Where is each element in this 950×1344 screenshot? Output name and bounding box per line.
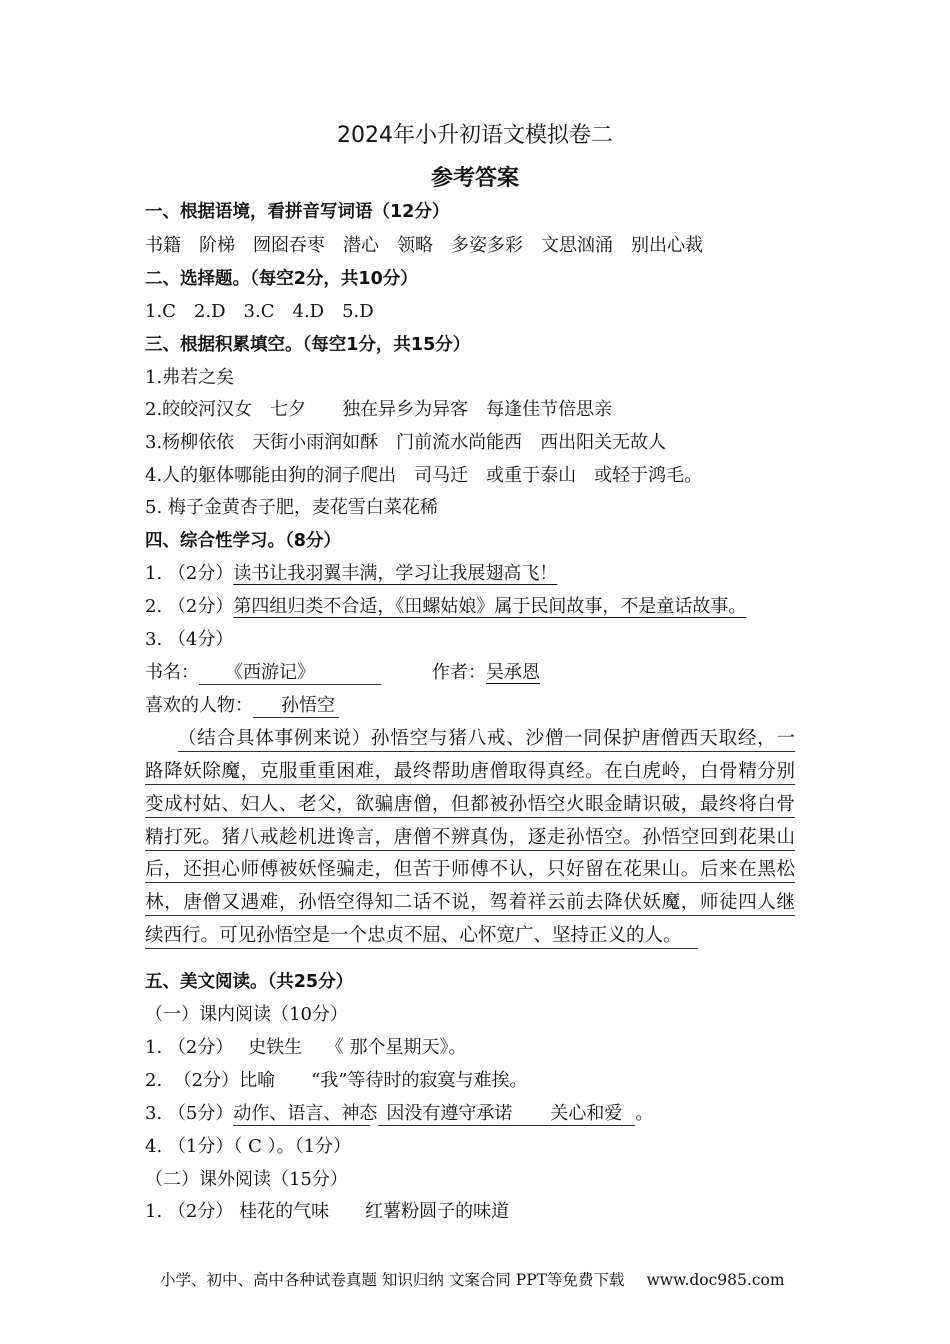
character-value: 孙悟空 bbox=[281, 695, 335, 716]
a3-blank-1 bbox=[233, 1103, 378, 1126]
book-blank bbox=[199, 662, 381, 685]
book-row bbox=[145, 661, 381, 685]
character-label: 喜欢的人物： bbox=[145, 695, 253, 716]
q1-answer: 读书让我羽翼丰满，学习让我展翅高飞！ bbox=[233, 563, 558, 584]
q1-prefix: 1. （2分） bbox=[145, 563, 234, 584]
section-5-sub2: （二）课外阅读（15分） bbox=[145, 1169, 348, 1190]
section-3-item: 2.皎皎河汉女 七夕 独在异乡为异客 每逢佳节倍思亲 bbox=[145, 399, 613, 420]
doc-title: 2024年小升初语文模拟卷二 bbox=[337, 123, 613, 148]
section-5-sub1: （一）课内阅读（10分） bbox=[145, 1004, 348, 1025]
section-3-item: 5. 梅子金黄杏子肥，麦花雪白菜花稀 bbox=[145, 497, 438, 518]
section-2-answer: 1.C 2.D 3.C 4.D 5.D bbox=[145, 301, 374, 322]
character-blank bbox=[253, 695, 339, 718]
essay-line: 林，唐僧又遇难，孙悟空得知二话不说，驾着祥云前去降伏妖魔，师徒四人继 bbox=[145, 891, 795, 916]
a3-prefix: 3. （5分） bbox=[145, 1103, 234, 1124]
a3-end: 。 bbox=[635, 1103, 654, 1124]
character-row bbox=[145, 694, 339, 718]
essay-line: 续西行。可见孙悟空是一个忠贞不屈、心怀宽广、坚持正义的人。 bbox=[145, 924, 698, 949]
essay-line: 变成村姑、妇人、老父，欲骗唐僧，但都被孙悟空火眼金睛识破，最终将白骨 bbox=[145, 793, 795, 818]
section-3-heading: 三、根据积累填空。（每空1分，共15分） bbox=[145, 335, 471, 355]
essay-line: 路降妖除魔，克服重重困难，最终帮助唐僧取得真经。在白虎岭，白骨精分别 bbox=[145, 760, 795, 785]
author-value: 吴承恩 bbox=[486, 662, 540, 683]
author-label: 作者： bbox=[432, 662, 486, 683]
section-5-a4: 4. （1分）（ C ）。（1分） bbox=[145, 1136, 352, 1157]
section-2-heading: 二、选择题。（每空2分，共10分） bbox=[145, 269, 418, 289]
a3-answer-2: 因没有遵守承诺 bbox=[386, 1103, 513, 1124]
section-5-a2: 2. （2分）比喻 “我”等待时的寂寞与难挨。 bbox=[145, 1070, 528, 1091]
q2-prefix: 2. （2分） bbox=[145, 596, 234, 617]
section-3-item: 1.弗若之矣 bbox=[145, 367, 235, 388]
footer-text: 小学、初中、高中各种试卷真题 知识归纳 文案合同 PPT等免费下载 bbox=[160, 1271, 625, 1289]
section-4-q2 bbox=[145, 595, 746, 619]
footer bbox=[160, 1268, 785, 1290]
section-4-q3: 3. （4分） bbox=[145, 629, 234, 650]
a3-answer-1: 动作、语言、神态 bbox=[233, 1103, 378, 1124]
section-3-item: 3.杨柳依依 天街小雨润如酥 门前流水尚能西 西出阳关无故人 bbox=[145, 432, 667, 453]
footer-url[interactable]: www.doc985.com bbox=[646, 1271, 785, 1289]
section-3-item: 4.人的躯体哪能由狗的洞子爬出 司马迁 或重于泰山 或轻于鸿毛。 bbox=[145, 465, 703, 486]
section-1-heading: 一、根据语境，看拼音写词语（12分） bbox=[145, 202, 450, 222]
section-5-a3 bbox=[145, 1102, 653, 1126]
section-5-a1: 1. （2分） 史铁生 《 那个星期天》。 bbox=[145, 1037, 467, 1058]
doc-subtitle: 参考答案 bbox=[430, 166, 519, 191]
section-5-b1: 1. （2分） 桂花的气味 红薯粉圆子的味道 bbox=[145, 1201, 510, 1222]
section-4-heading: 四、综合性学习。（8分） bbox=[145, 531, 341, 551]
section-4-q1 bbox=[145, 562, 557, 586]
a3-answer-3: 关心和爱 bbox=[550, 1103, 623, 1124]
section-1-answer: 书籍 阶梯 囫囵吞枣 潜心 领略 多姿多彩 文思汹涌 别出心裁 bbox=[145, 235, 703, 256]
essay-line: （结合具体事例来说）孙悟空与猪八戒、沙僧一同保护唐僧西天取经，一 bbox=[178, 727, 795, 752]
book-value: 《西游记》 bbox=[225, 662, 315, 683]
q2-answer: 第四组归类不合适，《田螺姑娘》属于民间故事，不是童话故事。 bbox=[233, 596, 747, 617]
author-row bbox=[432, 661, 540, 685]
book-label: 书名： bbox=[145, 662, 199, 683]
a3-blank-2 bbox=[378, 1103, 635, 1126]
essay-line: 精打死。猪八戒趁机进谗言，唐僧不辨真伪，逐走孙悟空。孙悟空回到花果山 bbox=[145, 826, 795, 851]
section-5-heading: 五、美文阅读。（共25分） bbox=[145, 972, 354, 992]
essay-line: 后，还担心师傅被妖怪骗走，但苦于师傅不认，只好留在花果山。后来在黑松 bbox=[145, 858, 795, 883]
